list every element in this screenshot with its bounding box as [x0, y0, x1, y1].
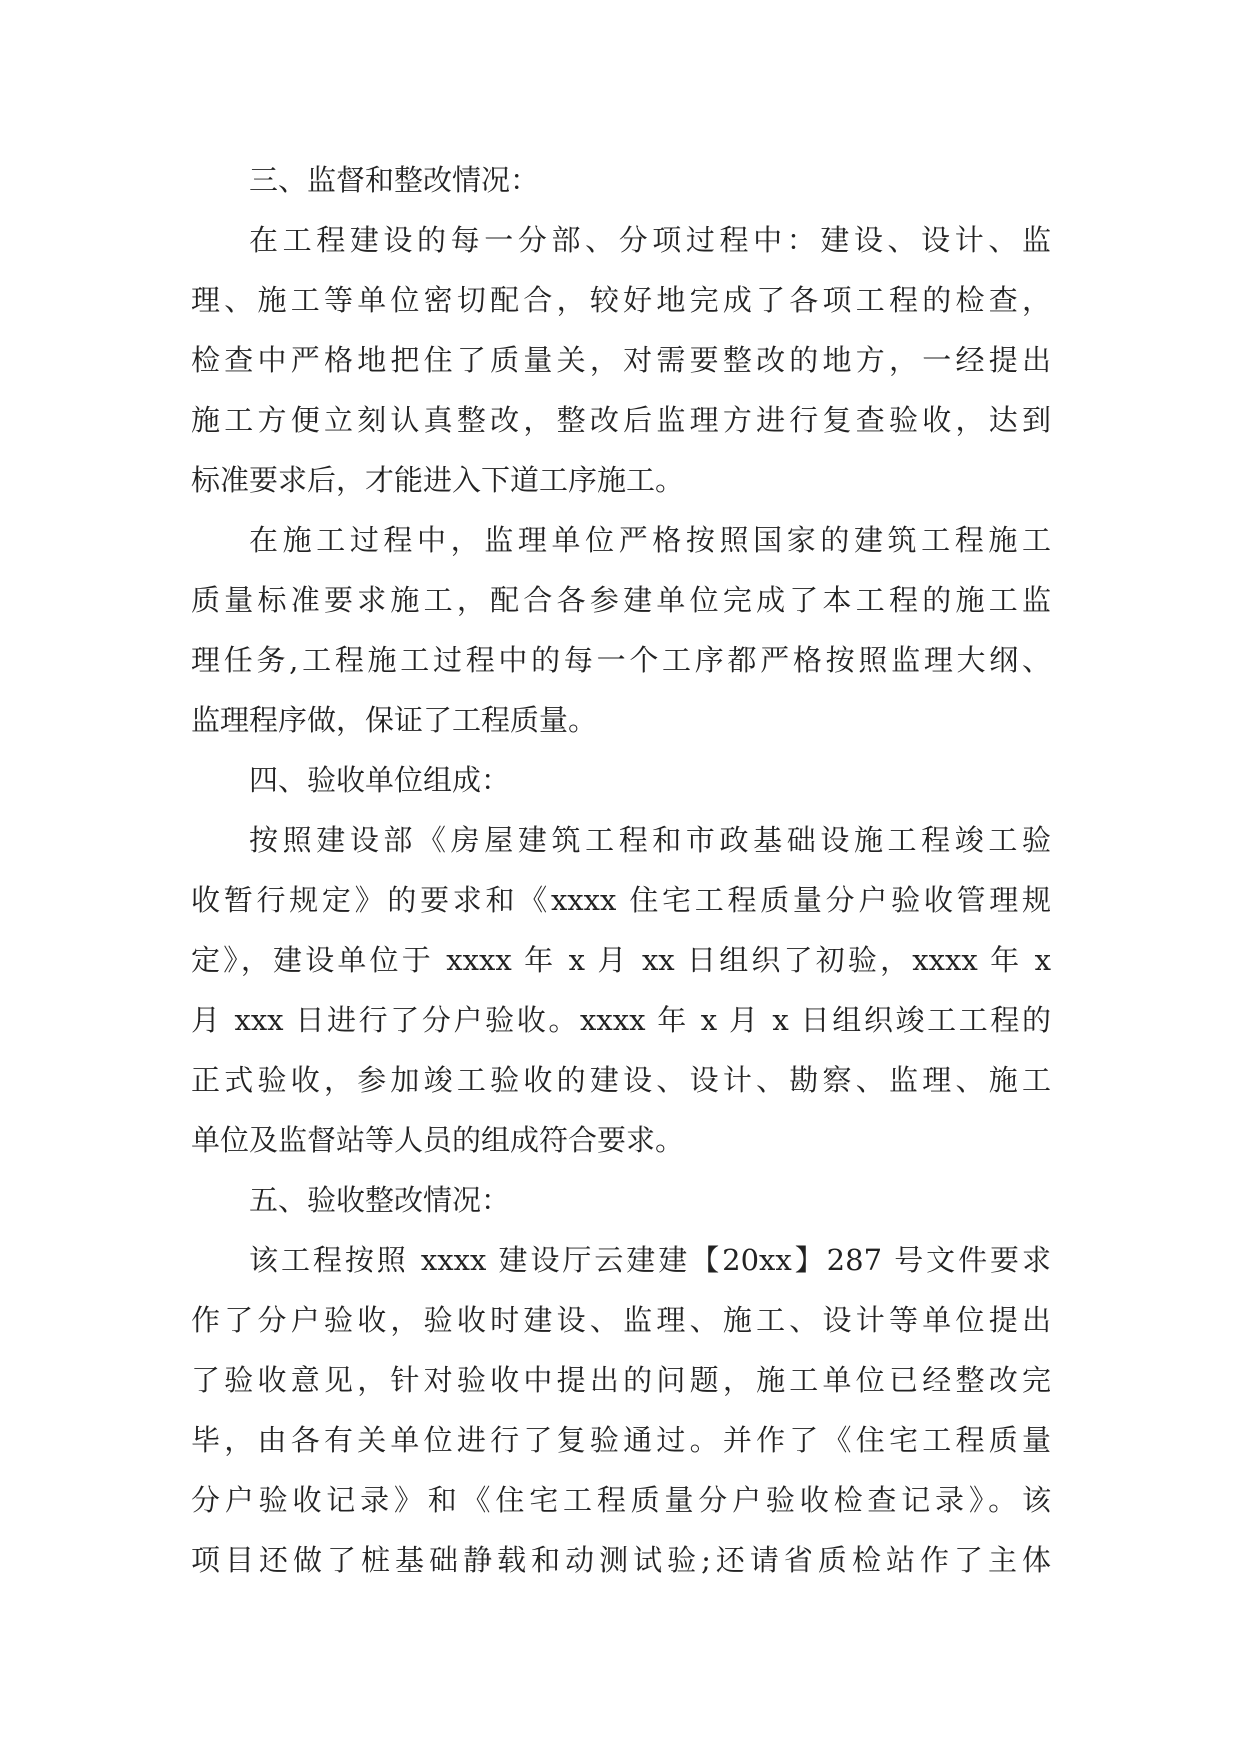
section-heading-5: 五、验收整改情况： [249, 1183, 511, 1217]
paragraph-line: 按照建设部《房屋建筑工程和市政基础设施工程竣工验 [249, 823, 1051, 857]
paragraph-line: 作了分户验收，验收时建设、监理、施工、设计等单位提出 [191, 1303, 1051, 1337]
paragraph-line: 施工方便立刻认真整改，整改后监理方进行复查验收，达到 [191, 403, 1051, 437]
paragraph-line: 在工程建设的每一分部、分项过程中：建设、设计、监 [249, 223, 1051, 257]
paragraph-line: 正式验收，参加竣工验收的建设、设计、勘察、监理、施工 [191, 1063, 1051, 1097]
paragraph-line: 了验收意见，针对验收中提出的问题，施工单位已经整改完 [191, 1363, 1051, 1397]
paragraph-line: 监理程序做，保证了工程质量。 [191, 703, 598, 737]
section-heading-4: 四、验收单位组成： [249, 763, 511, 797]
paragraph-line: 分户验收记录》和《住宅工程质量分户验收检查记录》。该 [191, 1483, 1051, 1517]
paragraph-line: 检查中严格地把住了质量关，对需要整改的地方，一经提出 [191, 343, 1051, 377]
paragraph-line: 月 xxx 日进行了分户验收。xxxx 年 x 月 x 日组织竣工工程的 [191, 1003, 1051, 1037]
paragraph-line: 理任务,工程施工过程中的每一个工序都严格按照监理大纲、 [191, 643, 1051, 677]
paragraph-line: 标准要求后，才能进入下道工序施工。 [191, 463, 685, 497]
paragraph-line: 单位及监督站等人员的组成符合要求。 [191, 1123, 685, 1157]
paragraph-line: 理、施工等单位密切配合，较好地完成了各项工程的检查， [191, 283, 1051, 317]
paragraph-line: 在施工过程中，监理单位严格按照国家的建筑工程施工 [249, 523, 1051, 557]
paragraph-line: 该工程按照 xxxx 建设厅云建建【20xx】287 号文件要求 [249, 1243, 1051, 1277]
document-body [191, 150, 1051, 1590]
paragraph-line: 质量标准要求施工，配合各参建单位完成了本工程的施工监 [191, 583, 1051, 617]
paragraph-line: 定》，建设单位于 xxxx 年 x 月 xx 日组织了初验，xxxx 年 x [191, 943, 1051, 977]
section-heading-3: 三、监督和整改情况： [249, 163, 540, 197]
paragraph-line: 项目还做了桩基础静载和动测试验;还请省质检站作了主体 [191, 1543, 1051, 1577]
paragraph-line: 毕，由各有关单位进行了复验通过。并作了《住宅工程质量 [191, 1423, 1051, 1457]
paragraph-line: 收暂行规定》的要求和《xxxx 住宅工程质量分户验收管理规 [191, 883, 1051, 917]
